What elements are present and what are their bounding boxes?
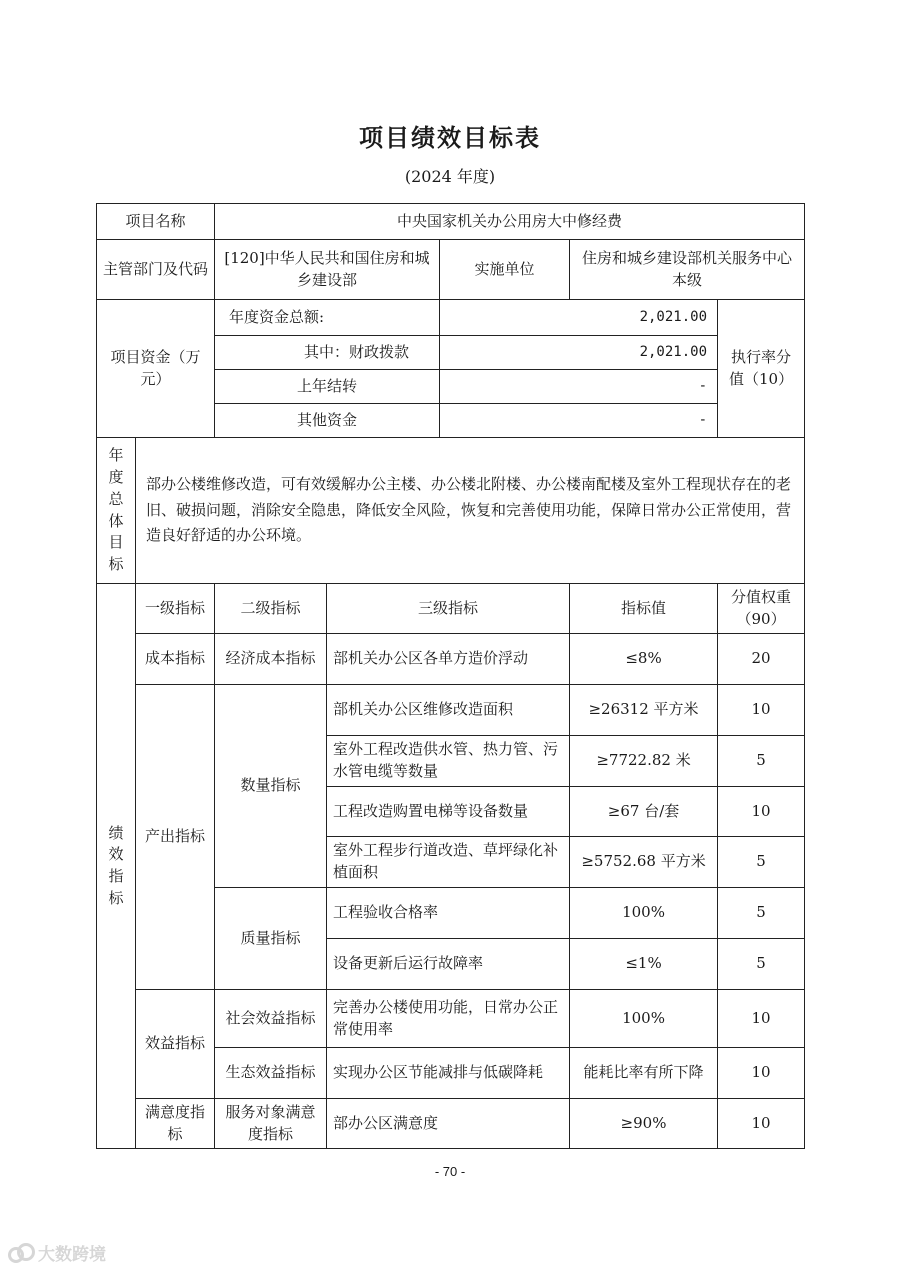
level3-item: 室外工程步行道改造、草坪绿化补植面积	[327, 837, 570, 888]
project-name-label: 项目名称	[97, 204, 215, 240]
level1-benefit: 效益指标	[136, 990, 215, 1099]
funds-other-label: 其他资金	[215, 404, 440, 438]
level3-item: 设备更新后运行故障率	[327, 939, 570, 990]
level3-item: 完善办公楼使用功能，日常办公正常使用率	[327, 990, 570, 1048]
indicator-value: ≥90%	[570, 1099, 718, 1149]
watermark	[8, 1240, 106, 1265]
annual-goal-label: 年 度 总 体 目 标	[97, 438, 136, 584]
indicator-value: ≤8%	[570, 634, 718, 685]
level2-economic-cost: 经济成本指标	[215, 634, 327, 685]
indicators-label: 绩 效 指 标	[97, 584, 136, 1149]
project-name-value: 中央国家机关办公用房大中修经费	[215, 204, 805, 240]
indicator-weight: 5	[718, 888, 805, 939]
level3-item: 工程改造购置电梯等设备数量	[327, 787, 570, 837]
indicator-value: ≤1%	[570, 939, 718, 990]
page-subtitle: (2024 年度)	[404, 167, 496, 186]
funds-carryover-value: -	[440, 370, 718, 404]
header-level3: 三级指标	[327, 584, 570, 634]
indicator-weight: 20	[718, 634, 805, 685]
page-number: - 70 -	[434, 1164, 466, 1179]
indicator-value: 100%	[570, 990, 718, 1048]
indicator-row	[97, 685, 805, 736]
annual-goal-row	[97, 438, 805, 584]
funds-fiscal-label: 其中：财政拨款	[215, 336, 440, 370]
funds-total-label: 年度资金总额:	[215, 300, 440, 336]
header-level2: 二级指标	[215, 584, 327, 634]
level3-item: 部办公区满意度	[327, 1099, 570, 1149]
level3-item: 部机关办公区维修改造面积	[327, 685, 570, 736]
indicator-weight: 5	[718, 736, 805, 787]
watermark-logo-icon	[8, 1243, 34, 1263]
performance-target-table	[96, 203, 805, 1149]
header-value: 指标值	[570, 584, 718, 634]
indicator-value: ≥5752.68 平方米	[570, 837, 718, 888]
annual-goal-text: 部办公楼维修改造，可有效缓解办公主楼、办公楼北附楼、办公楼南配楼及室外工程现状存在的老旧、破损问题，消除安全隐患，降低安全风险，恢复和完善使用功能，保障日常办公正常使用，营造良好舒适的办公环境。	[136, 438, 805, 584]
watermark-text: 大数跨境	[38, 1245, 106, 1265]
indicator-weight: 10	[718, 787, 805, 837]
header-level1: 一级指标	[136, 584, 215, 634]
page-title: 项目绩效目标表	[359, 124, 541, 152]
level3-item: 实现办公区节能减排与低碳降耗	[327, 1048, 570, 1099]
level2-eco-benefit: 生态效益指标	[215, 1048, 327, 1099]
level2-quality: 质量指标	[215, 888, 327, 990]
indicator-value: ≥67 台/套	[570, 787, 718, 837]
level2-quantity: 数量指标	[215, 685, 327, 888]
project-name-row	[97, 204, 805, 240]
indicator-value: 能耗比率有所下降	[570, 1048, 718, 1099]
level3-item: 室外工程改造供水管、热力管、污水管电缆等数量	[327, 736, 570, 787]
indicator-row	[97, 634, 805, 685]
exec-rate-score: 执行率分值（10）	[718, 300, 805, 438]
indicator-weight: 10	[718, 990, 805, 1048]
indicator-row	[97, 990, 805, 1048]
dept-value: [120]中华人民共和国住房和城乡建设部	[215, 240, 440, 300]
dept-label: 主管部门及代码	[97, 240, 215, 300]
impl-unit-value: 住房和城乡建设部机关服务中心本级	[570, 240, 805, 300]
funds-total-value: 2,021.00	[440, 300, 718, 336]
level3-item: 工程验收合格率	[327, 888, 570, 939]
level1-output: 产出指标	[136, 685, 215, 990]
level1-cost: 成本指标	[136, 634, 215, 685]
funds-total-row	[97, 300, 805, 336]
level1-satisfaction: 满意度指标	[136, 1099, 215, 1149]
level2-service-satisfaction: 服务对象满意度指标	[215, 1099, 327, 1149]
indicator-value: ≥7722.82 米	[570, 736, 718, 787]
funds-carryover-label: 上年结转	[215, 370, 440, 404]
funds-other-value: -	[440, 404, 718, 438]
header-weight: 分值权重（90）	[718, 584, 805, 634]
level3-item: 部机关办公区各单方造价浮动	[327, 634, 570, 685]
indicator-value: 100%	[570, 888, 718, 939]
funds-fiscal-value: 2,021.00	[440, 336, 718, 370]
indicator-weight: 10	[718, 685, 805, 736]
indicator-row	[97, 1099, 805, 1149]
indicator-weight: 10	[718, 1099, 805, 1149]
funds-label: 项目资金（万元）	[97, 300, 215, 438]
indicator-weight: 5	[718, 939, 805, 990]
indicator-weight: 5	[718, 837, 805, 888]
indicator-weight: 10	[718, 1048, 805, 1099]
impl-unit-label: 实施单位	[440, 240, 570, 300]
department-row	[97, 240, 805, 300]
level2-social-benefit: 社会效益指标	[215, 990, 327, 1048]
indicator-header-row	[97, 584, 805, 634]
indicator-value: ≥26312 平方米	[570, 685, 718, 736]
